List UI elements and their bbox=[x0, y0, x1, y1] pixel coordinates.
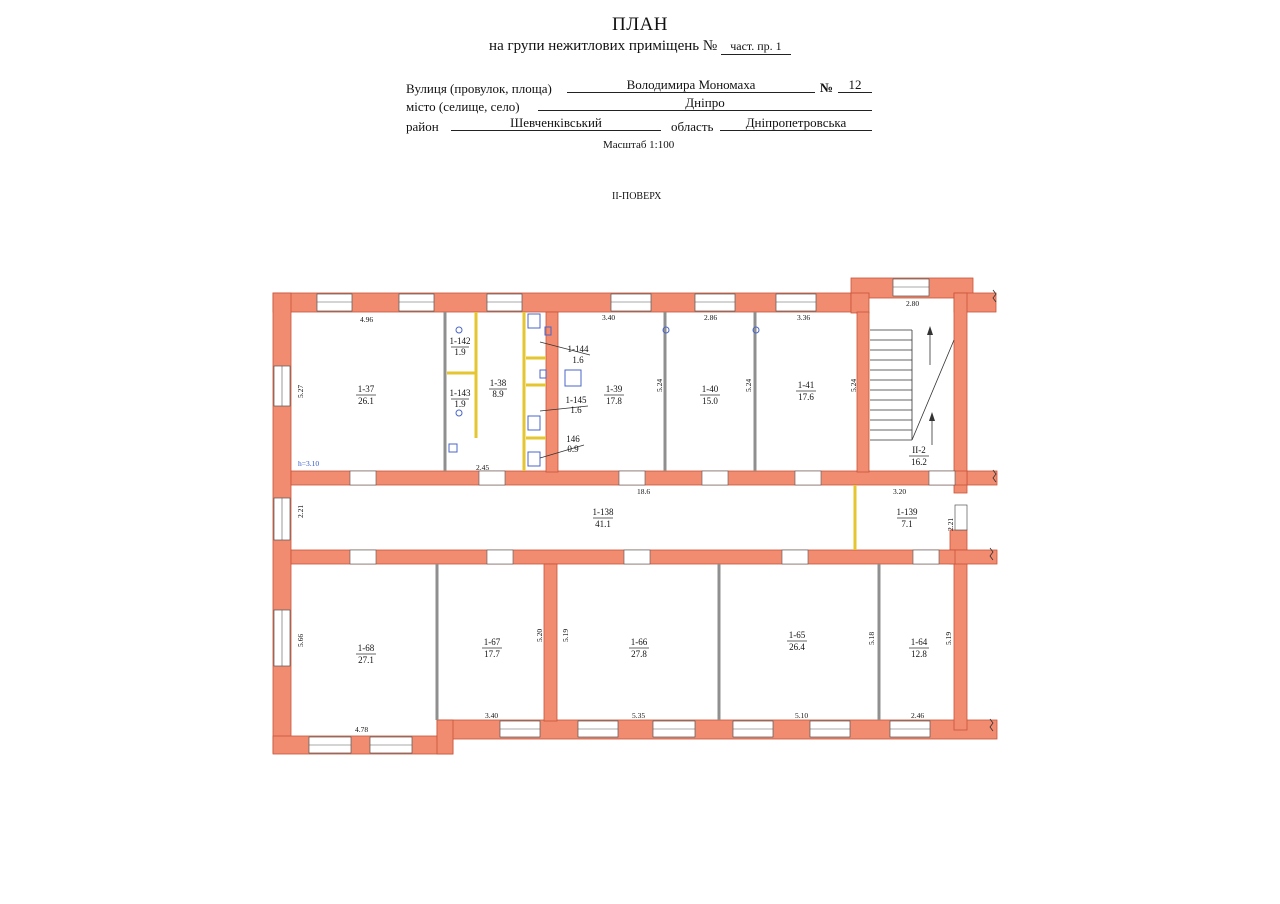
svg-text:8.9: 8.9 bbox=[492, 389, 504, 399]
wall-67-66 bbox=[544, 564, 557, 721]
page-title: ПЛАН bbox=[611, 14, 669, 35]
svg-text:1-142: 1-142 bbox=[449, 336, 471, 346]
stair-tower-left-wall bbox=[851, 293, 869, 313]
svg-text:1-40: 1-40 bbox=[701, 384, 719, 394]
svg-text:17.7: 17.7 bbox=[484, 649, 500, 659]
svg-text:1-38: 1-38 bbox=[489, 378, 507, 388]
dim-5-19-a: 5.19 bbox=[561, 628, 570, 642]
svg-text:26.1: 26.1 bbox=[358, 396, 374, 406]
svg-text:27.8: 27.8 bbox=[631, 649, 647, 659]
svg-text:1.6: 1.6 bbox=[572, 355, 584, 365]
stair-side-wall bbox=[857, 312, 869, 472]
dim-5-18: 5.18 bbox=[867, 631, 876, 645]
region-value: Дніпропетровська bbox=[720, 115, 872, 131]
top-wall bbox=[273, 293, 851, 312]
dim-3-40-bottom: 3.40 bbox=[485, 711, 499, 720]
group-number: част. пр. 1 bbox=[721, 39, 791, 55]
svg-text:7.1: 7.1 bbox=[901, 519, 913, 529]
room-1-41 bbox=[796, 380, 816, 402]
dim-2-21-left: 2.21 bbox=[296, 504, 305, 518]
dim-5-24-b: 5.24 bbox=[744, 378, 753, 392]
room-1-37 bbox=[356, 384, 376, 406]
right-wall-upper bbox=[954, 293, 967, 493]
svg-text:1-144: 1-144 bbox=[567, 344, 589, 354]
dim-4-78: 4.78 bbox=[355, 725, 369, 734]
dim-3-40-top: 3.40 bbox=[602, 313, 616, 322]
svg-text:17.8: 17.8 bbox=[606, 396, 622, 406]
svg-text:0.9: 0.9 bbox=[567, 444, 579, 454]
svg-text:1-145: 1-145 bbox=[565, 395, 587, 405]
dim-5-19-b: 5.19 bbox=[944, 631, 953, 645]
ceiling-height: h=3.10 bbox=[298, 459, 320, 468]
room-1-138 bbox=[593, 507, 614, 529]
right-wall-stub-2 bbox=[950, 530, 967, 550]
dim-2-21-right: 2.21 bbox=[946, 517, 955, 531]
street-value: Володимира Мономаха bbox=[567, 77, 815, 93]
dim-18-6: 18.6 bbox=[637, 487, 651, 496]
street-label: Вулиця (провулок, площа) bbox=[406, 81, 552, 96]
svg-text:1-68: 1-68 bbox=[357, 643, 375, 653]
number-label: № bbox=[820, 80, 834, 95]
svg-text:16.2: 16.2 bbox=[911, 457, 927, 467]
bottom-wall-left bbox=[273, 736, 453, 754]
svg-text:II-2: II-2 bbox=[912, 445, 926, 455]
svg-text:1-139: 1-139 bbox=[896, 507, 918, 517]
room-1-66 bbox=[629, 637, 649, 659]
floor-label: II-ПОВЕРХ bbox=[612, 191, 662, 202]
dim-2-45: 2.45 bbox=[476, 463, 490, 472]
dim-2-46: 2.46 bbox=[911, 711, 925, 720]
dim-5-20: 5.20 bbox=[535, 628, 544, 642]
room-1-67 bbox=[482, 637, 502, 659]
svg-text:1.6: 1.6 bbox=[570, 405, 582, 415]
dim-5-35: 5.35 bbox=[632, 711, 646, 720]
svg-text:1-143: 1-143 bbox=[449, 388, 471, 398]
region-label: область bbox=[671, 119, 714, 134]
room-1-142 bbox=[450, 336, 471, 357]
dim-5-66: 5.66 bbox=[296, 633, 305, 647]
district-label: район bbox=[406, 119, 439, 134]
city-label: місто (селище, село) bbox=[406, 99, 520, 114]
room-1-38 bbox=[489, 378, 507, 399]
room-1-68 bbox=[356, 643, 376, 665]
dim-5-24-a: 5.24 bbox=[655, 378, 664, 392]
svg-text:1.9: 1.9 bbox=[454, 347, 466, 357]
room-labels bbox=[356, 336, 929, 665]
room-1-143 bbox=[450, 388, 471, 409]
wall-sanitary bbox=[546, 312, 558, 472]
room-1-64 bbox=[909, 637, 929, 659]
corridor-bottom-wall bbox=[291, 550, 955, 564]
svg-text:1-39: 1-39 bbox=[605, 384, 623, 394]
dim-5-24-c: 5.24 bbox=[849, 378, 858, 392]
svg-text:1.9: 1.9 bbox=[454, 399, 466, 409]
svg-text:1-37: 1-37 bbox=[357, 384, 375, 394]
scale-label: Масштаб 1:100 bbox=[603, 139, 675, 151]
dim-3-36: 3.36 bbox=[797, 313, 811, 322]
svg-text:12.8: 12.8 bbox=[911, 649, 927, 659]
room-1-139 bbox=[897, 507, 918, 529]
svg-text:1-41: 1-41 bbox=[797, 380, 815, 390]
svg-text:17.6: 17.6 bbox=[798, 392, 814, 402]
room-1-65 bbox=[787, 630, 807, 652]
dim-2-80: 2.80 bbox=[906, 299, 920, 308]
walls bbox=[273, 278, 997, 754]
dim-3-20: 3.20 bbox=[893, 487, 907, 496]
district-value: Шевченківський bbox=[451, 115, 661, 131]
room-II-2 bbox=[909, 445, 929, 467]
dim-5-27: 5.27 bbox=[296, 384, 305, 398]
dim-4-96: 4.96 bbox=[360, 315, 374, 324]
svg-text:26.4: 26.4 bbox=[789, 642, 805, 652]
svg-text:15.0: 15.0 bbox=[702, 396, 718, 406]
svg-text:27.1: 27.1 bbox=[358, 655, 374, 665]
svg-text:41.1: 41.1 bbox=[595, 519, 611, 529]
room-1-39 bbox=[604, 384, 624, 406]
room-1-40 bbox=[700, 384, 720, 406]
svg-text:1-66: 1-66 bbox=[630, 637, 648, 647]
staircase bbox=[870, 326, 954, 445]
subtitle-prefix: на групи нежитлових приміщень № bbox=[489, 38, 718, 54]
partitions bbox=[437, 312, 879, 720]
dim-5-10: 5.10 bbox=[795, 711, 809, 720]
bottom-wall-step bbox=[437, 720, 453, 754]
svg-text:1-64: 1-64 bbox=[910, 637, 928, 647]
dim-2-86: 2.86 bbox=[704, 313, 718, 322]
city-value: Дніпро bbox=[538, 95, 872, 111]
svg-text:146: 146 bbox=[566, 434, 580, 444]
right-wall-stub-3 bbox=[950, 550, 997, 564]
svg-text:1-65: 1-65 bbox=[788, 630, 806, 640]
number-value: 12 bbox=[838, 77, 872, 93]
svg-text:1-138: 1-138 bbox=[592, 507, 614, 517]
right-wall-lower bbox=[954, 550, 967, 730]
break-marks bbox=[990, 290, 996, 731]
svg-text:1-67: 1-67 bbox=[483, 637, 501, 647]
